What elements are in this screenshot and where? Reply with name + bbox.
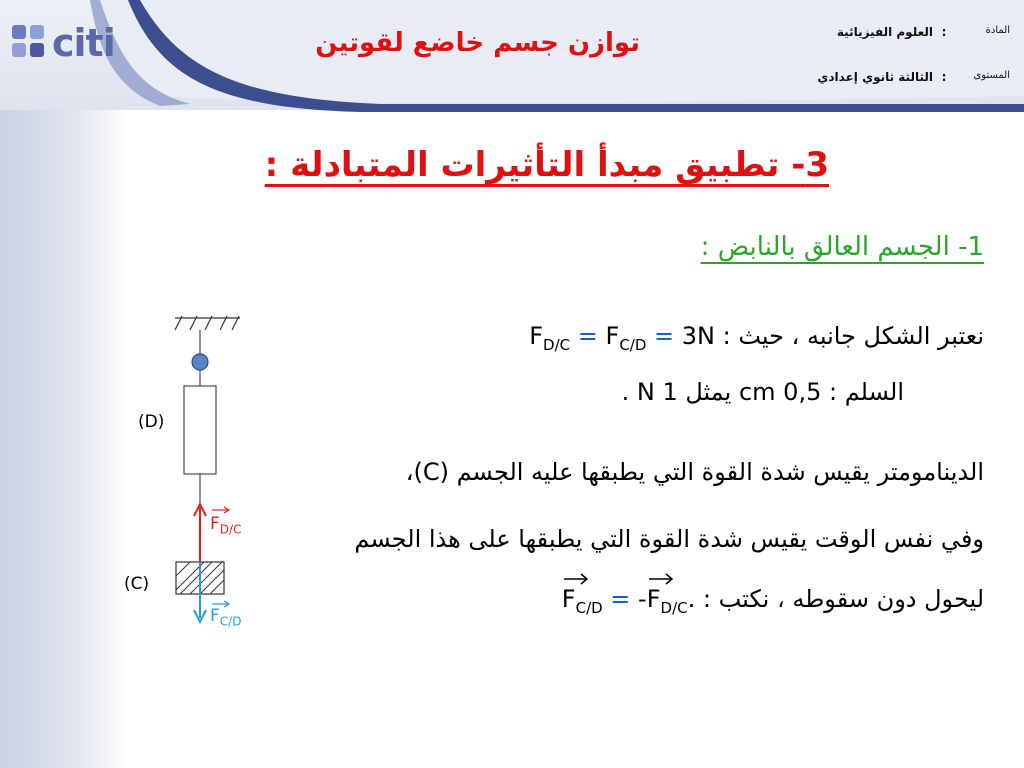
line5-minus: - bbox=[638, 585, 647, 613]
sub-heading: 1- الجسم العالق بالنابض : bbox=[700, 232, 984, 262]
logo-text: citi bbox=[52, 21, 115, 65]
level-colon: : bbox=[941, 70, 947, 84]
line1-f2: F bbox=[605, 322, 620, 350]
force-bottom-sub: C/D bbox=[219, 614, 242, 629]
line5-equation bbox=[562, 585, 695, 617]
text-line-5 bbox=[562, 585, 984, 617]
header-swoosh bbox=[0, 0, 1024, 120]
logo-mark-icon bbox=[10, 21, 50, 65]
spring-diagram bbox=[120, 300, 320, 660]
vector-f-c-d bbox=[562, 585, 576, 613]
line5-f1: F bbox=[561, 585, 576, 613]
line5-eq: = bbox=[602, 585, 639, 613]
level-row bbox=[750, 70, 1010, 84]
text-line-1 bbox=[529, 322, 984, 354]
level-value: الثالثة ثانوي إعدادي bbox=[817, 70, 933, 84]
deck-title: توازن جسم خاضع لقوتين bbox=[315, 28, 640, 58]
line1-value: 3N bbox=[681, 322, 715, 350]
line5-f2: F bbox=[646, 585, 661, 613]
section-heading: 3- تطبيق مبدأ التأثيرات المتبادلة : bbox=[264, 145, 829, 185]
line1-text: نعتبر الشكل جانبه ، حيث : bbox=[715, 322, 984, 350]
line5-sub2: D/C bbox=[660, 598, 688, 617]
line5-sub1: C/D bbox=[575, 598, 603, 617]
line1-sub1: D/C bbox=[543, 335, 571, 354]
vector-arrow-icon bbox=[562, 571, 590, 585]
citi-logo bbox=[10, 18, 122, 68]
vector-f-d-c bbox=[647, 585, 661, 613]
force-label-c-d bbox=[210, 606, 241, 628]
subject-colon: : bbox=[941, 25, 947, 39]
line1-equation bbox=[529, 322, 715, 354]
line1-f1: F bbox=[529, 322, 544, 350]
subject-value: العلوم الفيزيائية bbox=[836, 25, 933, 39]
line1-eq1: = bbox=[570, 322, 606, 350]
subject-label: المادة bbox=[985, 25, 1010, 36]
pivot-ball bbox=[192, 354, 208, 370]
text-line-3: الدينامومتر يقيس شدة القوة التي يطبقها عليه الجسم (C)، bbox=[405, 458, 984, 486]
subject-row bbox=[750, 25, 1010, 39]
vector-arrow-icon bbox=[647, 571, 675, 585]
force-bottom-f: F bbox=[210, 606, 220, 626]
force-label-d-c bbox=[210, 514, 241, 536]
label-d: (D) bbox=[138, 412, 165, 432]
force-top-sub: D/C bbox=[219, 522, 242, 537]
force-top-f: F bbox=[210, 514, 220, 534]
line1-eq2: = bbox=[646, 322, 682, 350]
level-label: المستوى bbox=[973, 70, 1010, 81]
text-line-2: السلم : 0,5 cm يمثل 1 N . bbox=[621, 378, 904, 406]
dynamometer-body bbox=[184, 386, 216, 474]
label-c: (C) bbox=[124, 574, 150, 594]
line5-end: . bbox=[687, 585, 696, 613]
line5-text: ليحول دون سقوطه ، نكتب : bbox=[695, 585, 984, 613]
text-line-4: وفي نفس الوقت يقيس شدة القوة التي يطبقها على هذا الجسم bbox=[354, 525, 984, 553]
line1-sub2: C/D bbox=[619, 335, 647, 354]
